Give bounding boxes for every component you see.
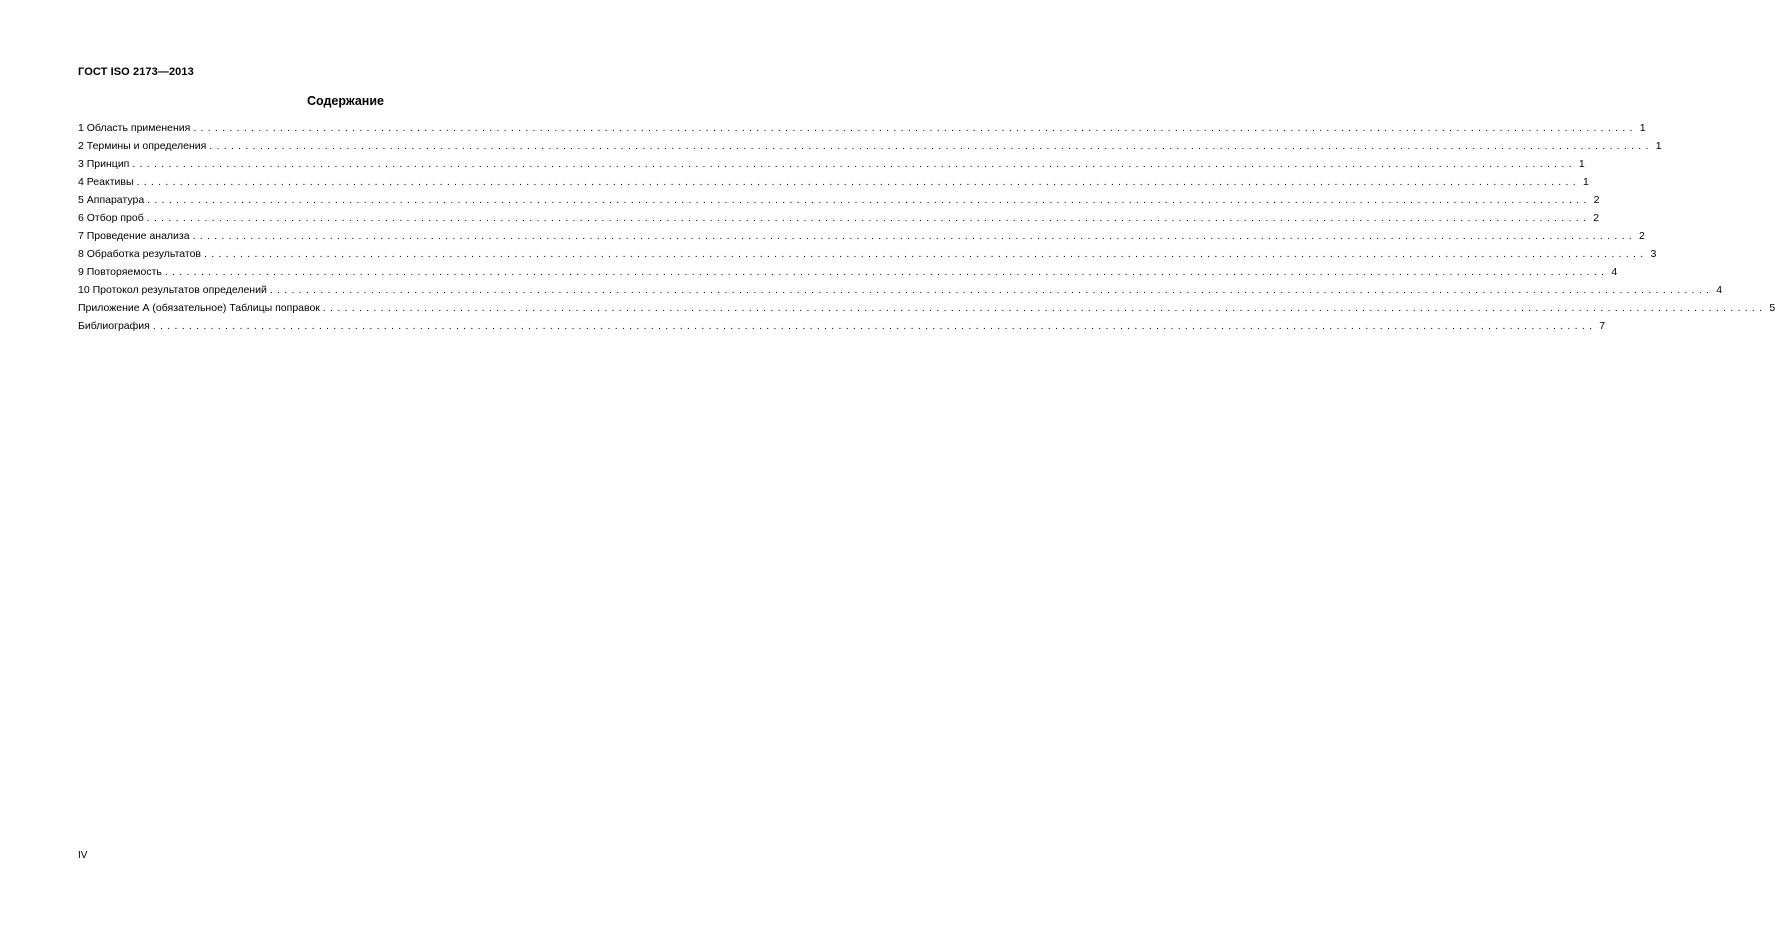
toc-entry-page: 7 <box>1599 320 1606 332</box>
toc-entry-label: 5 Аппаратура <box>78 194 145 206</box>
toc-dot-leader: ........................................................................................................................................................................................................ <box>136 176 1580 188</box>
toc-entry-label: 1 Область применения <box>78 122 191 134</box>
toc-entry-label: 8 Обработка результатов <box>78 248 201 260</box>
toc-entry-label: 2 Термины и определения <box>78 140 207 152</box>
document-code: ГОСТ ISO 2173—2013 <box>78 66 194 78</box>
toc-entry-scope[interactable] <box>78 119 1646 137</box>
toc-entry-label: 7 Проведение анализа <box>78 230 190 242</box>
toc-entry-reagents[interactable] <box>78 173 1589 191</box>
toc-entry-page: 1 <box>1582 176 1589 188</box>
toc-dot-leader: ........................................................................................................................................................................................................ <box>209 140 1653 152</box>
toc-entry-terms[interactable] <box>78 137 1662 155</box>
toc-entry-page: 4 <box>1716 284 1723 296</box>
toc-dot-leader: ........................................................................................................................................................................................................ <box>269 284 1714 296</box>
toc-entry-page: 2 <box>1639 230 1645 242</box>
toc-dot-leader: ........................................................................................................................................................................................................ <box>164 266 1609 278</box>
toc-dot-leader: ........................................................................................................................................................................................................ <box>132 158 1576 170</box>
toc-entry-label: 4 Реактивы <box>78 176 134 188</box>
toc-entry-label: 6 Отбор проб <box>78 212 144 224</box>
toc-dot-leader: ........................................................................................................................................................................................................ <box>152 320 1597 332</box>
toc-entry-page: 3 <box>1650 248 1657 260</box>
toc-dot-leader: ........................................................................................................................................................................................................ <box>146 212 1591 224</box>
toc-entry-test-report[interactable] <box>78 281 1723 299</box>
toc-entry-label: Библиография <box>78 320 150 332</box>
toc-entry-label: 10 Протокол результатов определений <box>78 284 267 296</box>
toc-entry-page: 4 <box>1611 266 1618 278</box>
toc-dot-leader: ........................................................................................................................................................................................................ <box>322 302 1767 314</box>
table-of-contents <box>78 119 1775 335</box>
toc-entry-page: 2 <box>1593 212 1600 224</box>
toc-entry-label: Приложение А (обязательное) Таблицы поправок <box>78 302 320 314</box>
toc-title: Содержание <box>306 94 384 108</box>
toc-dot-leader: ........................................................................................................................................................................................................ <box>147 194 1591 206</box>
toc-entry-page: 1 <box>1578 158 1585 170</box>
toc-entry-label: 3 Принцип <box>78 158 130 170</box>
toc-entry-page: 1 <box>1639 122 1646 134</box>
toc-entry-calculation[interactable] <box>78 245 1657 263</box>
toc-entry-procedure[interactable] <box>78 227 1645 245</box>
toc-entry-apparatus[interactable] <box>78 191 1600 209</box>
toc-entry-repeatability[interactable] <box>78 263 1618 281</box>
toc-dot-leader: ........................................................................................................................................................................................................ <box>203 248 1648 260</box>
toc-entry-annex-a[interactable] <box>78 299 1775 317</box>
toc-entry-sampling[interactable] <box>78 209 1600 227</box>
toc-entry-bibliography[interactable] <box>78 317 1606 335</box>
toc-dot-leader: ........................................................................................................................................................................................................ <box>193 122 1637 134</box>
toc-entry-label: 9 Повторяемость <box>78 266 162 278</box>
toc-entry-page: 2 <box>1593 194 1600 206</box>
toc-dot-leader: ........................................................................................................................................................................................................ <box>192 230 1637 242</box>
toc-entry-page: 1 <box>1655 140 1662 152</box>
toc-entry-principle[interactable] <box>78 155 1585 173</box>
toc-entry-page: 5 <box>1769 302 1775 314</box>
page-number: IV <box>78 850 88 861</box>
